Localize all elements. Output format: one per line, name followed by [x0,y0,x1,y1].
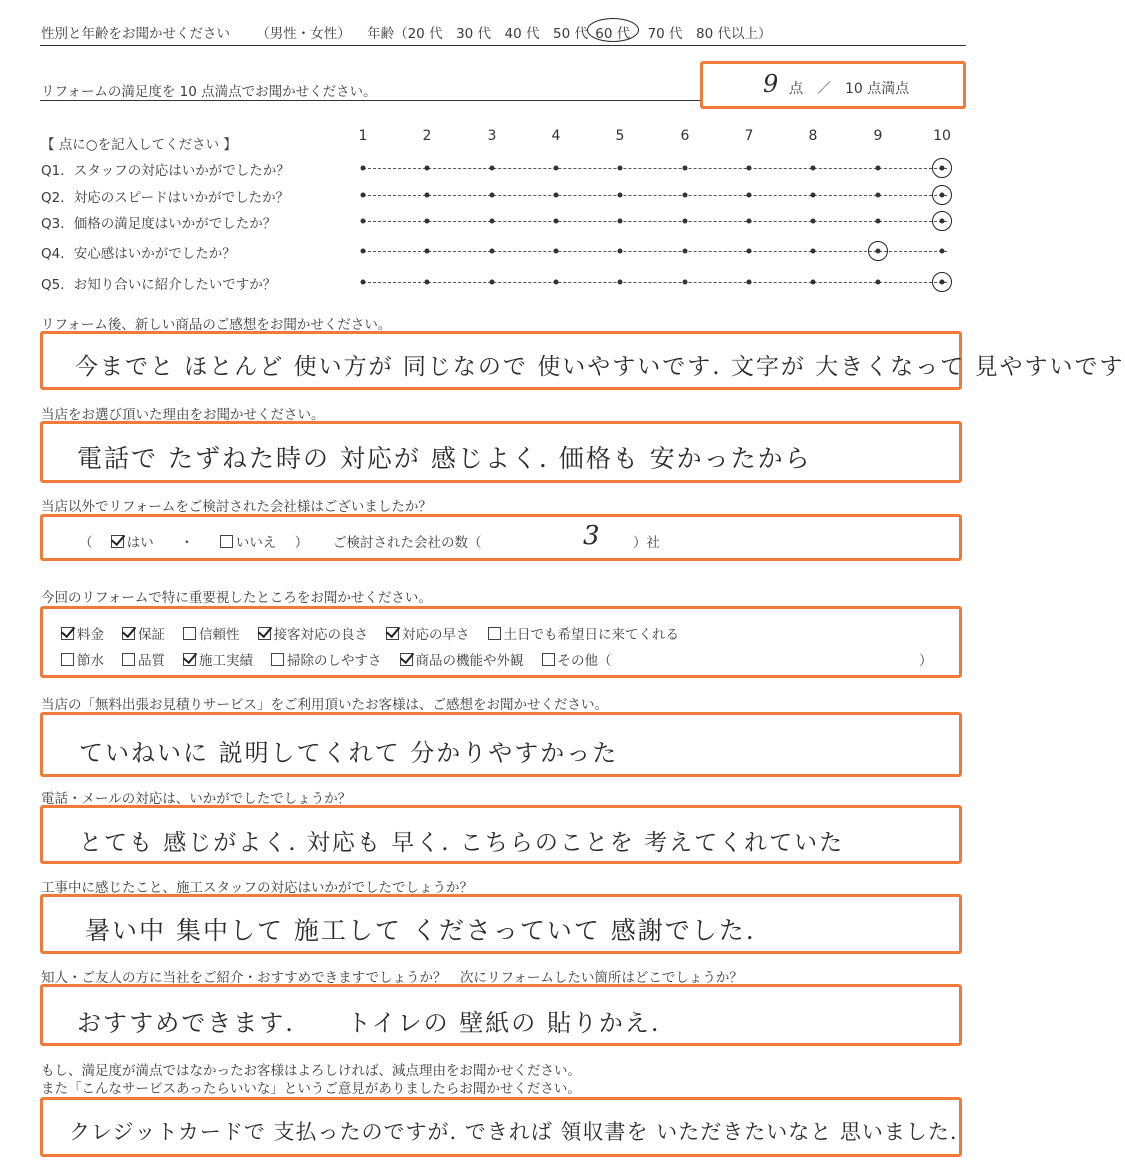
checkbox-unchecked [183,627,196,640]
rating-point [747,280,752,285]
priority-option-label: その他（ [557,653,612,669]
rating-point [811,193,816,198]
rating-question-5: Q5．お知り合いに紹介したいですか？ [41,277,277,293]
rating-selection-circle [932,185,952,205]
estimate-answer-box [40,712,962,777]
rating-point [554,219,559,224]
company-count-unit: ）社 [633,535,660,551]
priority-option [271,653,382,669]
rating-column-2: 2 [422,128,432,144]
contact-answer-box [40,805,962,864]
priority-option-label: 料金 [77,627,104,643]
priority-option-label: 対応の早さ [402,627,470,643]
rating-scale-line [363,251,947,252]
rating-point [683,280,688,285]
header-rule [40,45,966,46]
priority-option [122,627,165,643]
rating-point [425,166,430,171]
priority-option [488,627,680,643]
estimate-question: 当店の「無料出張お見積りサービス」をご利用頂いたお客様は、ご感想をお聞かせください。 [41,697,608,713]
improve-question-2: また「こんなサービスあったらいいな」というご意見がありましたらお聞かせください。 [41,1081,581,1097]
satisfaction-prompt: リフォームの満足度を 10 点満点でお聞かせください。 [41,84,377,100]
age-options: 年齢（20 代 30 代 40 代 50 代 [367,26,588,42]
rating-point [490,166,495,171]
option-yes [111,535,154,551]
separator-dot: ・ [180,535,194,551]
checkbox-checked [122,627,135,640]
checkbox-checked [61,627,74,640]
priority-option-label: 節水 [77,653,104,669]
rating-point [425,249,430,254]
priorities-question: 今回のリフォームで特に重要視したところをお聞かせください。 [41,590,432,606]
priority-option-label: 掃除のしやすさ [287,653,382,669]
gender-age-prompt-text: 性別と年齢をお聞かせください [41,26,230,42]
priority-option [183,627,240,643]
rating-point [618,193,623,198]
rating-column-1: 1 [358,128,368,144]
rating-selection-circle [932,158,952,178]
priority-option [386,627,470,643]
checkbox-unchecked [271,653,284,666]
rating-point [747,219,752,224]
rating-point [425,219,430,224]
rating-instruction: 【 点に○を記入してください 】 [41,137,237,153]
priority-option-label: 土日でも希望日に来てくれる [503,627,679,643]
priority-option [400,653,524,669]
construction-answer: 暑い中 集中して 施工して くださっていて 感謝でした. [85,916,756,945]
checkbox-no [220,535,233,548]
rating-point [683,166,688,171]
reason-question: 当店をお選び頂いた理由をお聞かせください。 [41,407,325,423]
others-question: 当店以外でリフォームをご検討された会社様はございましたか？ [41,499,432,515]
priorities-answer-box [40,606,962,678]
rating-point [747,166,752,171]
satisfaction-score-box [700,61,966,109]
option-no [220,535,277,551]
checkbox-yes [111,535,124,548]
rating-point [361,166,366,171]
rating-point [811,219,816,224]
priority-option [183,653,253,669]
priority-option [122,653,165,669]
option-no-label: いいえ [235,535,277,551]
rating-point [425,280,430,285]
contact-answer: とても 感じがよく. 対応も 早く. こちらのことを 考えてくれていた [79,830,845,856]
rating-point [811,249,816,254]
gender-age-prompt [41,22,772,42]
checkbox-unchecked [488,627,501,640]
checkbox-unchecked [542,653,555,666]
checkbox-checked [258,627,271,640]
company-count: 3 [583,521,602,551]
paren-close: ） [294,535,309,551]
impression-answer: 今までと ほとんど 使い方が 同じなので 使いやすいです. 文字が 大きくなって 見やすいです [75,354,1125,380]
rating-point [618,166,623,171]
improve-answer-box [40,1097,962,1157]
rating-point [361,249,366,254]
rating-selection-circle [932,272,952,292]
reason-answer: 電話で たずねた時の 対応が 感じよく. 価格も 安かったから [77,444,812,473]
rating-column-6: 6 [680,128,690,144]
checkbox-unchecked [61,653,74,666]
rating-point [747,249,752,254]
satisfaction-score: 9 [763,70,781,98]
rating-point [490,249,495,254]
rating-point [683,249,688,254]
priority-option-label: 保証 [138,627,165,643]
rating-question-1: Q1．スタッフの対応はいかがでしたか？ [41,163,290,179]
priority-option-label: 信頼性 [199,627,240,643]
priority-option [258,627,369,643]
checkbox-checked [386,627,399,640]
priorities-row-1 [61,623,679,643]
rating-column-4: 4 [551,128,561,144]
rating-scale-line [363,221,947,222]
impression-answer-box [40,331,1125,390]
rating-point [683,193,688,198]
rating-selection-circle [868,241,888,261]
rating-point [683,219,688,224]
improve-answer: クレジットカードで 支払ったのですが. できれば 領収書を いただきたいなと 思いました. [69,1120,958,1144]
recommend-answer-box [40,984,962,1046]
rating-point [554,249,559,254]
recommend-question: 知人・ご友人の方に当社をご紹介・おすすめできますでしょうか？ 次にリフォームしたい箇所はどこでしょうか？ [41,970,743,986]
other-close: ） [919,653,933,669]
improve-question-1: もし、満足度が満点ではなかったお客様はよろしければ、減点理由をお聞かせください。 [41,1063,581,1079]
rating-selection-circle [932,211,952,231]
rating-point [876,219,881,224]
rating-point [876,280,881,285]
rating-point [811,166,816,171]
rating-column-3: 3 [487,128,497,144]
rating-point [490,193,495,198]
priority-option [542,653,612,669]
checkbox-checked [183,653,196,666]
age-selection-circle [587,18,639,42]
construction-question: 工事中に感じたこと、施工スタッフの対応はいかがでしたでしょうか？ [41,880,473,896]
option-yes-label: はい [126,535,154,551]
priority-option [61,653,104,669]
priority-option-label: 商品の機能や外観 [415,653,524,669]
rating-point [618,280,623,285]
rating-column-5: 5 [615,128,625,144]
priority-option-label: 品質 [138,653,165,669]
checkbox-unchecked [122,653,135,666]
checkbox-checked [400,653,413,666]
reason-answer-box [40,421,962,483]
rating-point [876,166,881,171]
rating-column-10: 10 [933,128,951,144]
satisfaction-rule [40,100,700,101]
rating-point [747,193,752,198]
rating-question-2: Q2．対応のスピードはいかがでしたか？ [41,190,290,206]
rating-column-8: 8 [808,128,818,144]
rating-point [490,219,495,224]
rating-point [554,280,559,285]
rating-question-3: Q3．価格の満足度はいかがでしたか？ [41,216,277,232]
others-answer-box [40,514,962,561]
rating-point [876,193,881,198]
age-options-rest: 70 代 80 代以上） [647,26,772,42]
rating-column-9: 9 [873,128,883,144]
rating-question-4: Q4．安心感はいかがでしたか？ [41,246,236,262]
others-options [79,531,308,551]
rating-scale-line [363,195,947,196]
satisfaction-score-unit: 点 ／ 10 点満点 [789,81,910,97]
priority-option-label: 接客対応の良さ [273,627,368,643]
rating-point [618,219,623,224]
construction-answer-box [40,894,962,954]
rating-point [361,193,366,198]
rating-point [425,193,430,198]
gender-options: （男性・女性） [256,26,351,42]
rating-scale-line [363,168,947,169]
rating-point [361,280,366,285]
priority-option [61,627,104,643]
priority-option-label: 施工実績 [199,653,253,669]
rating-point [361,219,366,224]
rating-point [554,193,559,198]
recommend-answer: おすすめできます. トイレの 壁紙の 貼りかえ. [77,1009,661,1037]
company-count-label: ご検討された会社の数（ [333,535,482,551]
estimate-answer: ていねいに 説明してくれて 分かりやすかった [79,739,619,767]
contact-question: 電話・メールの対応は、いかがでしたでしょうか？ [41,791,352,807]
paren-open: （ [79,535,93,551]
age-selected [592,22,633,42]
rating-column-7: 7 [744,128,754,144]
priorities-row-2 [61,649,612,669]
impression-question: リフォーム後、新しい商品のご感想をお聞かせください。 [41,317,392,333]
rating-point [490,280,495,285]
rating-scale-line [363,282,947,283]
age-selected-text: 60 代 [595,26,631,42]
rating-point [554,166,559,171]
rating-point [618,249,623,254]
rating-point [811,280,816,285]
rating-point [940,249,945,254]
